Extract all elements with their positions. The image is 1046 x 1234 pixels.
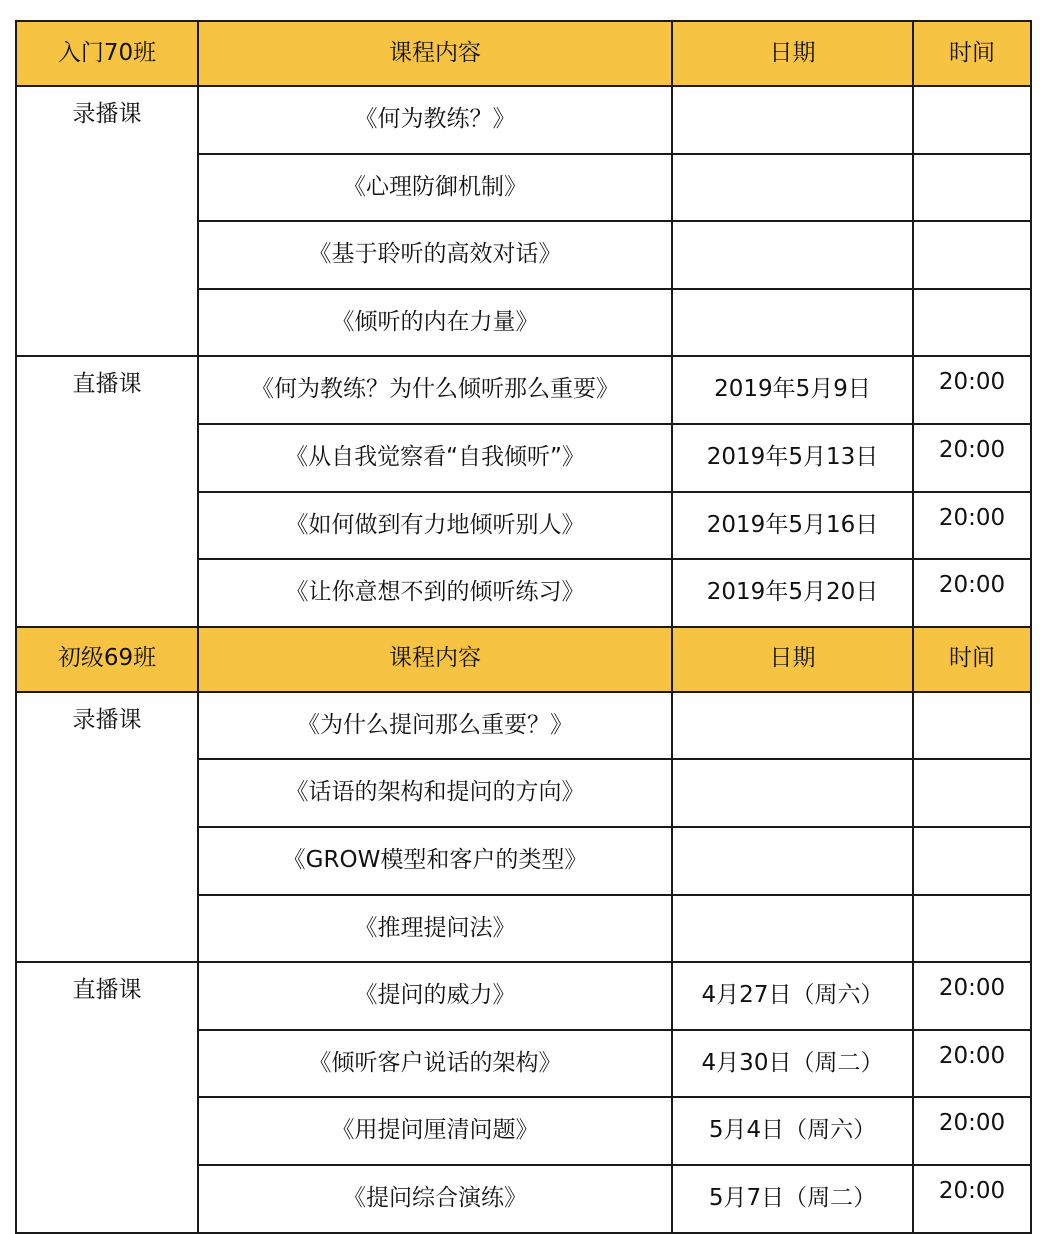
course-content-cell: 《倾听客户说话的架构》	[198, 1030, 672, 1098]
table-row	[16, 962, 1031, 1030]
course-content-cell: 《推理提问法》	[198, 895, 672, 963]
time-cell	[913, 827, 1031, 895]
course-content-cell: 《何为教练？为什么倾听那么重要》	[198, 356, 672, 424]
course-content-cell: 《如何做到有力地倾听别人》	[198, 492, 672, 560]
table-row	[16, 692, 1031, 760]
date-cell: 2019年5月20日	[672, 559, 913, 627]
date-column-header: 日期	[672, 627, 913, 692]
time-cell: 20:00	[913, 356, 1031, 424]
time-cell: 20:00	[913, 424, 1031, 492]
time-cell: 20:00	[913, 492, 1031, 560]
time-cell	[913, 86, 1031, 154]
time-cell	[913, 759, 1031, 827]
content-column-header: 课程内容	[198, 627, 672, 692]
time-column-header: 时间	[913, 21, 1031, 86]
table-row	[16, 356, 1031, 424]
date-cell: 2019年5月13日	[672, 424, 913, 492]
date-cell: 4月30日（周二）	[672, 1030, 913, 1098]
course-content-cell: 《提问的威力》	[198, 962, 672, 1030]
group-label: 录播课	[16, 86, 198, 356]
time-cell: 20:00	[913, 1030, 1031, 1098]
time-cell	[913, 289, 1031, 357]
time-column-header: 时间	[913, 627, 1031, 692]
date-cell	[672, 221, 913, 289]
date-cell	[672, 289, 913, 357]
time-cell	[913, 895, 1031, 963]
section-header-row	[16, 21, 1031, 86]
date-cell	[672, 759, 913, 827]
group-label: 直播课	[16, 962, 198, 1232]
course-content-cell: 《何为教练？》	[198, 86, 672, 154]
course-content-cell: 《从自我觉察看“自我倾听”》	[198, 424, 672, 492]
date-cell: 2019年5月9日	[672, 356, 913, 424]
time-cell	[913, 221, 1031, 289]
time-cell: 20:00	[913, 559, 1031, 627]
course-content-cell: 《心理防御机制》	[198, 154, 672, 222]
class-name-header: 入门70班	[16, 21, 198, 86]
date-column-header: 日期	[672, 21, 913, 86]
time-cell: 20:00	[913, 962, 1031, 1030]
group-label: 录播课	[16, 692, 198, 962]
course-content-cell: 《基于聆听的高效对话》	[198, 221, 672, 289]
date-cell: 5月7日（周二）	[672, 1165, 913, 1233]
course-content-cell: 《提问综合演练》	[198, 1165, 672, 1233]
course-schedule-table	[15, 20, 1032, 1234]
date-cell	[672, 86, 913, 154]
date-cell	[672, 827, 913, 895]
time-cell: 20:00	[913, 1165, 1031, 1233]
course-content-cell: 《为什么提问那么重要？》	[198, 692, 672, 760]
course-content-cell: 《话语的架构和提问的方向》	[198, 759, 672, 827]
section-header-row	[16, 627, 1031, 692]
group-label: 直播课	[16, 356, 198, 626]
content-column-header: 课程内容	[198, 21, 672, 86]
time-cell	[913, 692, 1031, 760]
table-row	[16, 86, 1031, 154]
course-content-cell: 《让你意想不到的倾听练习》	[198, 559, 672, 627]
class-name-header: 初级69班	[16, 627, 198, 692]
date-cell	[672, 895, 913, 963]
time-cell	[913, 154, 1031, 222]
course-content-cell: 《用提问厘清问题》	[198, 1097, 672, 1165]
course-content-cell: 《GROW模型和客户的类型》	[198, 827, 672, 895]
time-cell: 20:00	[913, 1097, 1031, 1165]
date-cell: 5月4日（周六）	[672, 1097, 913, 1165]
course-content-cell: 《倾听的内在力量》	[198, 289, 672, 357]
date-cell	[672, 692, 913, 760]
date-cell	[672, 154, 913, 222]
date-cell: 4月27日（周六）	[672, 962, 913, 1030]
date-cell: 2019年5月16日	[672, 492, 913, 560]
